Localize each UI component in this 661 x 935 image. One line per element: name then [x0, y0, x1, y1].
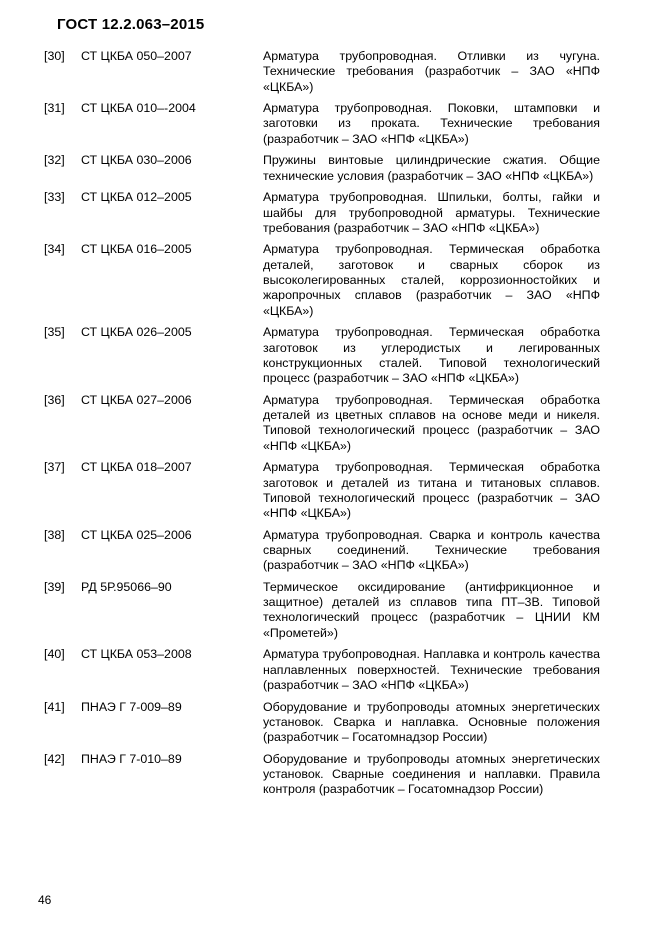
reference-number: [39]	[44, 579, 65, 594]
reference-number: [30]	[44, 49, 65, 63]
reference-description: Пружины винтовые цилиндрические сжатия. Общие технические условия (разработчик – ЗАО «НПФ «ЦКБА»)	[263, 153, 600, 183]
reference-description: Термическое оксидирование (антифрикционное и защитное) деталей из сплавов типа ПТ–3В. Типовой технологический процесс (разработчик – ЦНИИ КМ «Прометей»)	[263, 579, 600, 640]
reference-item	[44, 647, 600, 693]
reference-code: СТ ЦКБА 026–2005	[81, 325, 192, 340]
reference-description: Арматура трубопроводная. Термическая обработка заготовок из углеродистых и легированных конструкционных сталей. Типовой технологический процесс (разработчик – ЗАО «НПФ «ЦКБА»)	[263, 325, 600, 386]
reference-code: СТ ЦКБА 025–2006	[81, 527, 192, 542]
reference-item	[44, 101, 600, 147]
reference-item	[44, 752, 600, 798]
reference-code: ПНАЭ Г 7-010–89	[81, 751, 182, 766]
reference-description: Арматура трубопроводная. Термическая обработка деталей, заготовок и сварных сборок из высоколегированных сталей, коррозионностойких и жаропрочных сплавов (разработчик – ЗАО «НПФ «ЦКБА»)	[263, 242, 600, 318]
reference-item	[44, 153, 600, 184]
page-number: 46	[38, 893, 52, 907]
reference-item	[44, 700, 600, 746]
reference-description: Арматура трубопроводная. Термическая обработка деталей из цветных сплавов на основе меди и никеля. Типовой технологический процесс (разработчик – ЗАО «НПФ «ЦКБА»)	[263, 392, 600, 453]
reference-number: [36]	[44, 392, 65, 407]
reference-description: Арматура трубопроводная. Поковки, штамповки и заготовки из проката. Технические требования (разработчик – ЗАО «НПФ «ЦКБА»)	[263, 101, 600, 146]
reference-code: ПНАЭ Г 7-009–89	[81, 699, 182, 714]
reference-description: Арматура трубопроводная. Термическая обработка заготовок и деталей из титана и титановых сплавов. Типовой технологический процесс (разработчик – ЗАО «НПФ «ЦКБА»)	[263, 460, 600, 521]
reference-number: [37]	[44, 460, 65, 475]
reference-code: СТ ЦКБА 050–2007	[81, 49, 192, 63]
reference-code: РД 5Р.95066–90	[81, 579, 172, 594]
reference-list	[44, 49, 600, 804]
reference-number: [42]	[44, 751, 65, 766]
reference-code: СТ ЦКБА 016–2005	[81, 242, 192, 257]
reference-item	[44, 460, 600, 521]
reference-item	[44, 528, 600, 574]
reference-code: СТ ЦКБА 010–-2004	[81, 101, 196, 116]
reference-code: СТ ЦКБА 027–2006	[81, 392, 192, 407]
reference-code: СТ ЦКБА 012–2005	[81, 190, 192, 205]
reference-number: [41]	[44, 699, 65, 714]
reference-item	[44, 325, 600, 386]
reference-code: СТ ЦКБА 030–2006	[81, 153, 192, 168]
reference-item	[44, 190, 600, 236]
reference-number: [33]	[44, 190, 65, 205]
reference-number: [35]	[44, 325, 65, 340]
reference-code: СТ ЦКБА 018–2007	[81, 460, 192, 475]
reference-number: [40]	[44, 647, 65, 662]
reference-number: [32]	[44, 153, 65, 168]
reference-description: Арматура трубопроводная. Наплавка и контроль качества наплавленных поверхностей. Технические требования (разработчик – ЗАО «НПФ «ЦКБА»)	[263, 647, 600, 692]
reference-description: Арматура трубопроводная. Отливки из чугуна. Технические требования (разработчик – ЗАО «НПФ «ЦКБА»)	[263, 49, 600, 94]
reference-number: [38]	[44, 527, 65, 542]
reference-item	[44, 393, 600, 454]
reference-item	[44, 242, 600, 318]
reference-item	[44, 49, 600, 95]
reference-description: Оборудование и трубопроводы атомных энергетических установок. Сварные соединения и наплавки. Правила контроля (разработчик – Госатомнадзор России)	[263, 751, 600, 797]
reference-number: [31]	[44, 101, 65, 116]
reference-item	[44, 580, 600, 641]
reference-code: СТ ЦКБА 053–2008	[81, 647, 192, 662]
reference-description: Оборудование и трубопроводы атомных энергетических установок. Сварка и наплавка. Основные положения (разработчик – Госатомнадзор России)	[263, 699, 600, 745]
reference-number: [34]	[44, 242, 65, 257]
reference-description: Арматура трубопроводная. Сварка и контроль качества сварных соединений. Технические требования (разработчик – ЗАО «НПФ «ЦКБА»)	[263, 527, 600, 573]
reference-description: Арматура трубопроводная. Шпильки, болты, гайки и шайбы для трубопроводной арматуры. Технические требования (разработчик – ЗАО «НПФ «ЦКБА»)	[263, 190, 600, 235]
document-header: ГОСТ 12.2.063–2015	[57, 16, 205, 33]
